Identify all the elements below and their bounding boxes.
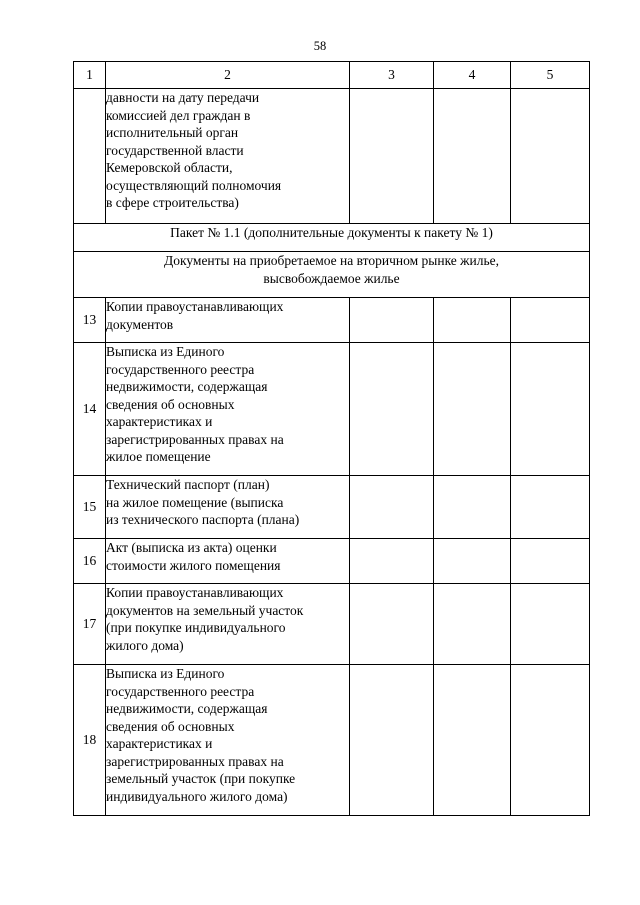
row-text: Выписка из Единого государственного реестра недвижимости, содержащая сведения об основных характеристиках и зарегистрированных правах на земельный участок (при покупке индивидуального жилого дома) <box>106 665 350 816</box>
column-header-3: 3 <box>350 62 434 89</box>
row-text: Копии правоустанавливающих документов <box>106 298 350 343</box>
row-text: Копии правоустанавливающих документов на земельный участок (при покупке индивидуального жилого дома) <box>106 584 350 665</box>
empty-cell <box>350 584 434 665</box>
empty-cell <box>350 476 434 539</box>
row-number: 15 <box>74 476 106 539</box>
table-row <box>74 476 590 539</box>
empty-cell <box>434 539 511 584</box>
continuation-text: давности на дату передачи комиссией дел граждан в исполнительный орган государственной власти Кемеровской области, осуществляющий полномочия в сфере строительства) <box>106 89 350 224</box>
section-heading: Документы на приобретаемое на вторичном рынке жилье, высвобождаемое жилье <box>74 252 590 298</box>
empty-cell <box>434 89 511 224</box>
empty-cell <box>434 665 511 816</box>
empty-cell <box>350 89 434 224</box>
package-row <box>74 224 590 252</box>
row-text: Выписка из Единого государственного реестра недвижимости, содержащая сведения об основных характеристиках и зарегистрированных правах на жилое помещение <box>106 343 350 476</box>
row-number: 13 <box>74 298 106 343</box>
empty-cell <box>434 343 511 476</box>
continuation-row <box>74 89 590 224</box>
empty-cell <box>350 539 434 584</box>
table-row <box>74 298 590 343</box>
table-row <box>74 343 590 476</box>
empty-cell <box>434 476 511 539</box>
empty-cell <box>511 298 590 343</box>
empty-cell <box>350 343 434 476</box>
row-text: Акт (выписка из акта) оценки стоимости жилого помещения <box>106 539 350 584</box>
empty-cell <box>511 89 590 224</box>
column-header-2: 2 <box>106 62 350 89</box>
empty-cell <box>511 343 590 476</box>
table-row <box>74 584 590 665</box>
empty-cell <box>511 584 590 665</box>
table-header-row <box>74 62 590 89</box>
column-header-5: 5 <box>511 62 590 89</box>
documents-table <box>73 61 590 816</box>
row-number: 18 <box>74 665 106 816</box>
page-number: 58 <box>313 39 327 53</box>
row-number: 14 <box>74 343 106 476</box>
package-heading: Пакет № 1.1 (дополнительные документы к пакету № 1) <box>74 224 590 252</box>
column-header-4: 4 <box>434 62 511 89</box>
section-row <box>74 252 590 298</box>
table-row <box>74 665 590 816</box>
table-row <box>74 539 590 584</box>
row-number: 17 <box>74 584 106 665</box>
empty-cell <box>434 584 511 665</box>
empty-cell <box>350 665 434 816</box>
empty-cell <box>434 298 511 343</box>
empty-cell <box>511 665 590 816</box>
column-header-1: 1 <box>74 62 106 89</box>
row-number: 16 <box>74 539 106 584</box>
empty-cell <box>511 539 590 584</box>
continuation-num-cell <box>74 89 106 224</box>
empty-cell <box>350 298 434 343</box>
empty-cell <box>511 476 590 539</box>
row-text: Технический паспорт (план) на жилое помещение (выписка из технического паспорта (плана) <box>106 476 350 539</box>
